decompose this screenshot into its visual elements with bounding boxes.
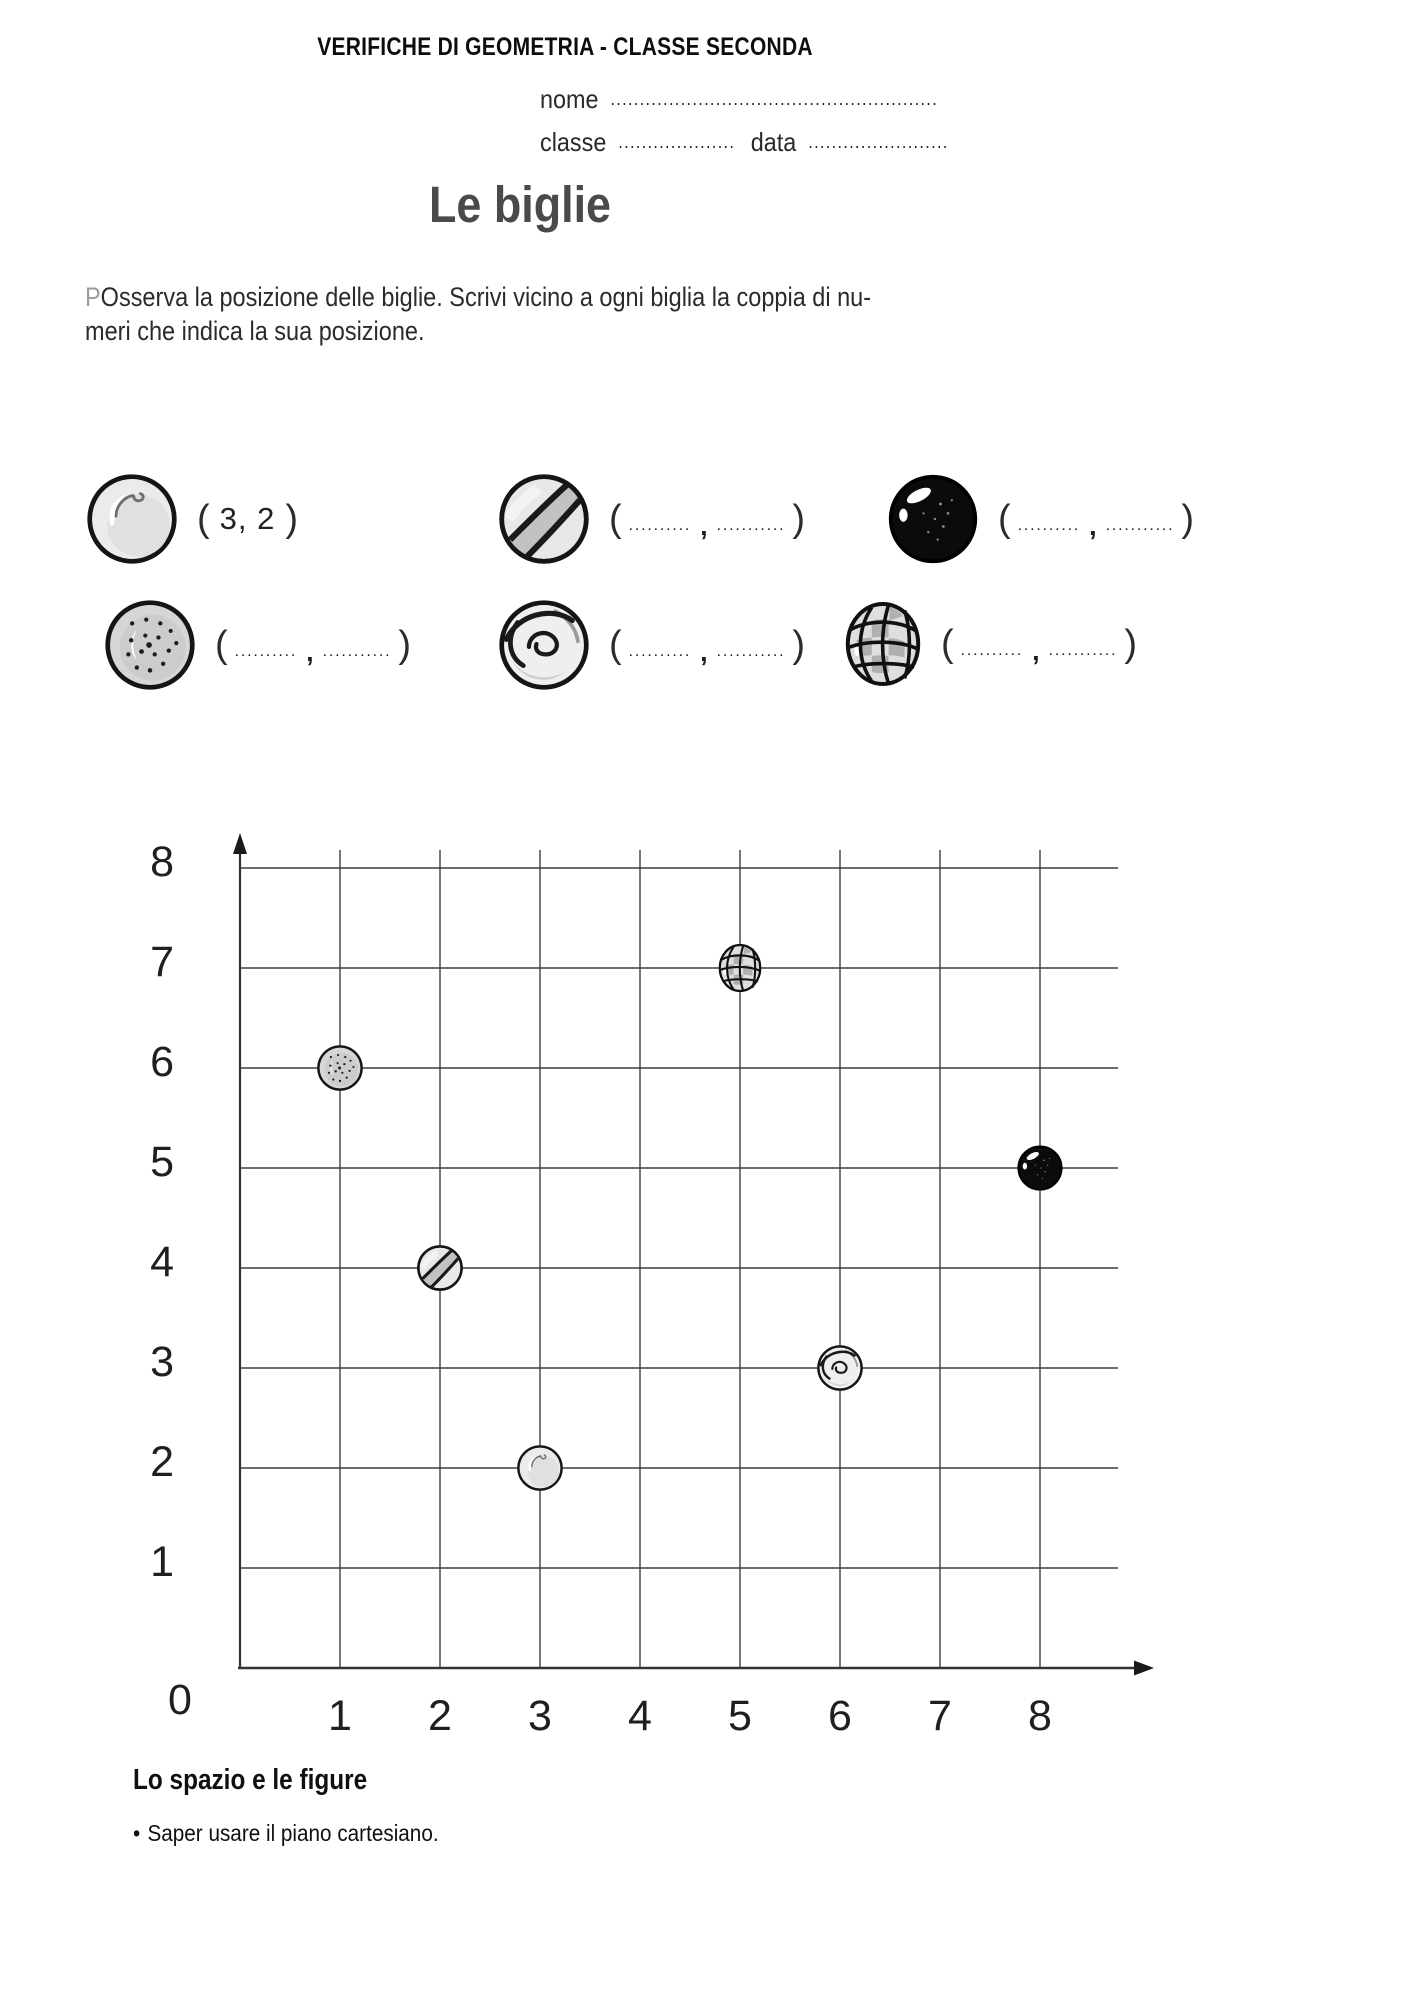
answer-comma: , xyxy=(700,510,708,541)
paren-close: ) xyxy=(792,623,805,666)
origin-label: 0 xyxy=(168,1676,192,1724)
x-axis-label: 4 xyxy=(628,1692,652,1740)
x-axis-label: 3 xyxy=(528,1692,552,1740)
paren-open: ( xyxy=(215,623,228,666)
footer-objective xyxy=(133,1820,439,1847)
worksheet-title: Le biglie xyxy=(428,176,612,233)
footer-objective-text: Saper usare il piano cartesiano. xyxy=(147,1820,439,1846)
paren-close: ) xyxy=(1124,622,1137,665)
x-axis-label: 7 xyxy=(928,1692,952,1740)
paren-open: ( xyxy=(197,497,210,540)
paren-close: ) xyxy=(398,623,411,666)
y-axis-label: 6 xyxy=(150,1038,174,1086)
answer-dots[interactable]: .......... xyxy=(1017,517,1081,534)
marble-speckled-icon xyxy=(316,1044,364,1092)
marble-striped-icon xyxy=(497,472,591,566)
answer-blank-striped[interactable] xyxy=(609,498,805,541)
y-axis-label: 7 xyxy=(150,938,174,986)
grid-marble-netted-icon xyxy=(717,943,763,994)
answer-value: 3, 2 xyxy=(219,501,276,536)
answer-dots[interactable]: ........... xyxy=(322,643,392,660)
answer-comma: , xyxy=(1089,510,1097,541)
legend-item-striped xyxy=(497,472,805,566)
legend-item-black xyxy=(886,472,1194,566)
marble-swirl-icon xyxy=(816,1344,864,1392)
name-field-dots[interactable]: ........................................................ xyxy=(610,89,939,109)
answer-dots[interactable]: .......... xyxy=(628,643,692,660)
instructions-line-2: meri che indica la sua posizione. xyxy=(85,316,425,346)
y-axis-label: 4 xyxy=(150,1238,174,1286)
answer-dots[interactable]: ........... xyxy=(716,643,786,660)
paren-open: ( xyxy=(609,497,622,540)
grid-marble-black-icon xyxy=(1016,1144,1064,1192)
y-axis-label: 5 xyxy=(150,1138,174,1186)
grid-marble-speckled-icon xyxy=(316,1044,364,1092)
name-label: nome xyxy=(540,84,599,114)
instructions xyxy=(85,280,871,348)
marble-speckled-icon xyxy=(103,598,197,692)
answer-blank-speckled[interactable] xyxy=(215,624,411,667)
answer-shiny xyxy=(197,498,298,541)
x-axis-label: 1 xyxy=(328,1692,352,1740)
class-label: classe xyxy=(540,127,607,157)
legend-item-speckled xyxy=(103,598,411,692)
answer-comma: , xyxy=(700,636,708,667)
x-axis-label: 5 xyxy=(728,1692,752,1740)
answer-blank-swirl[interactable] xyxy=(609,624,805,667)
marble-shiny-icon xyxy=(516,1444,564,1492)
name-line xyxy=(540,84,938,115)
marble-swirl-icon xyxy=(497,598,591,692)
answer-blank-black[interactable] xyxy=(998,498,1194,541)
marble-striped-icon xyxy=(416,1244,464,1292)
grid-marble-swirl-icon xyxy=(816,1344,864,1392)
instructions-lead-mark: P xyxy=(85,282,101,312)
marble-shiny-icon xyxy=(85,472,179,566)
paren-close: ) xyxy=(792,497,805,540)
cartesian-grid xyxy=(0,800,1200,1760)
grid-marble-striped-icon xyxy=(416,1244,464,1292)
y-axis-arrow xyxy=(233,833,247,854)
answer-dots[interactable]: .......... xyxy=(628,517,692,534)
date-field-dots[interactable]: ........................ xyxy=(808,132,949,152)
bullet-icon: • xyxy=(133,1820,141,1846)
x-axis-label: 6 xyxy=(828,1692,852,1740)
legend-item-netted xyxy=(843,600,1137,688)
instructions-line-1 xyxy=(85,280,871,314)
paren-open: ( xyxy=(941,622,954,665)
marble-black-icon xyxy=(886,472,980,566)
answer-dots[interactable]: .......... xyxy=(234,643,298,660)
y-axis-label: 3 xyxy=(150,1338,174,1386)
instructions-text-1: Osserva la posizione delle biglie. Scrivi vicino a ogni biglia la coppia di nu- xyxy=(100,282,872,312)
x-axis-label: 2 xyxy=(428,1692,452,1740)
marble-netted-icon xyxy=(843,600,923,688)
legend-item-shiny xyxy=(85,472,298,566)
legend-item-swirl xyxy=(497,598,805,692)
date-label: data xyxy=(750,127,797,157)
answer-comma: , xyxy=(306,636,314,667)
paren-close: ) xyxy=(1181,497,1194,540)
x-axis-label: 8 xyxy=(1028,1692,1052,1740)
grid-marble-shiny-icon xyxy=(516,1444,564,1492)
y-axis-label: 1 xyxy=(150,1538,174,1586)
class-date-line xyxy=(540,127,949,158)
answer-comma: , xyxy=(1032,635,1040,666)
answer-blank-netted[interactable] xyxy=(941,623,1137,666)
answer-dots[interactable]: ........... xyxy=(1048,642,1118,659)
marble-netted-icon xyxy=(717,943,763,994)
y-axis-label: 8 xyxy=(150,838,174,886)
footer-heading: Lo spazio e le figure xyxy=(133,1764,368,1796)
paren-open: ( xyxy=(998,497,1011,540)
class-field-dots[interactable]: .................... xyxy=(618,132,736,152)
paren-close: ) xyxy=(285,497,299,540)
answer-dots[interactable]: .......... xyxy=(960,642,1024,659)
x-axis-arrow xyxy=(1134,1661,1154,1676)
paren-open: ( xyxy=(609,623,622,666)
page-header-title: VERIFICHE DI GEOMETRIA - CLASSE SECONDA xyxy=(317,33,813,61)
y-axis-label: 2 xyxy=(150,1438,174,1486)
answer-dots[interactable]: ........... xyxy=(716,517,786,534)
marble-black-icon xyxy=(1016,1144,1064,1192)
answer-dots[interactable]: ........... xyxy=(1105,517,1175,534)
